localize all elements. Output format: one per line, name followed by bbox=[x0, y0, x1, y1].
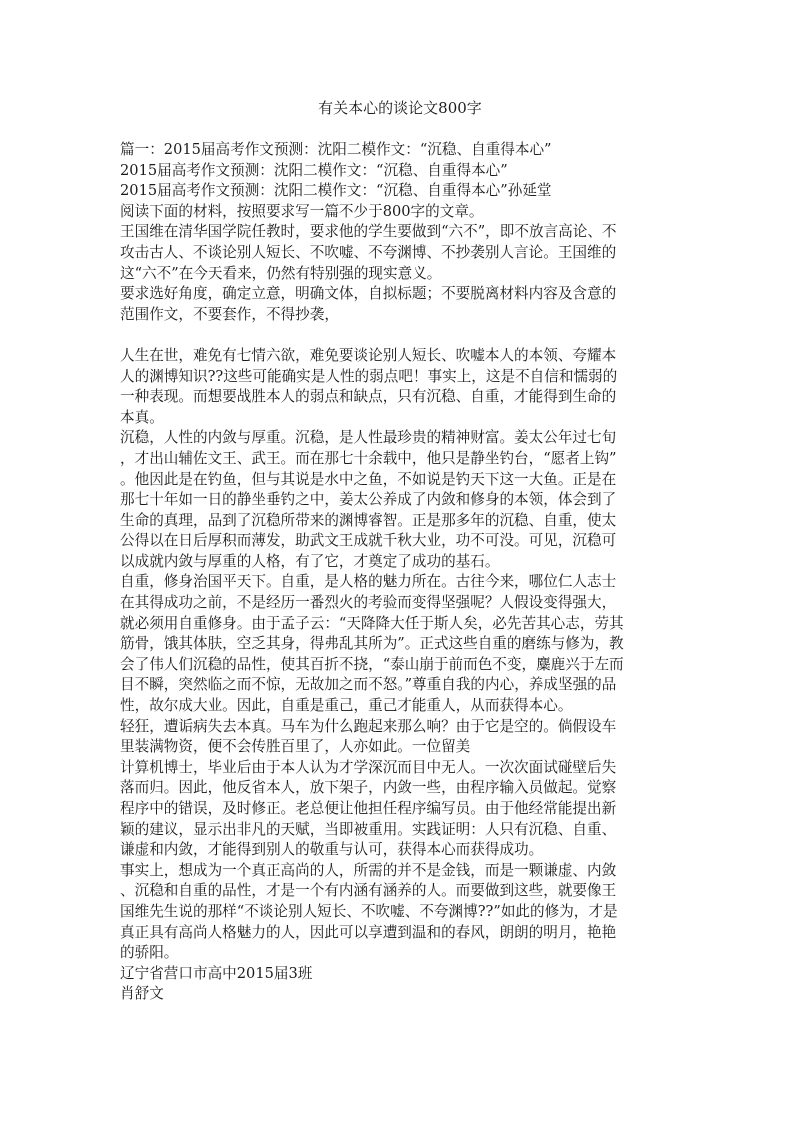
text-line: 阅读下面的材料，按照要求写一篇不少于800字的文章。 bbox=[120, 202, 484, 220]
text-line: 要求选好角度，确定立意，明确文体，自拟标题；不要脱离材料内容及含意的 bbox=[120, 285, 617, 303]
text-line: ，才出山辅佐文王、武王。而在那七十余载中，他只是静坐钓台，“愿者上钩” bbox=[120, 449, 617, 467]
text-line: 事实上，想成为一个真正高尚的人，所需的并不是金钱，而是一颗谦虚、内敛 bbox=[120, 861, 617, 879]
text-line: 的骄阳。 bbox=[120, 944, 179, 962]
author-line: 肖舒文 bbox=[120, 985, 164, 1003]
text-line: 生命的真理，品到了沉稳所带来的渊博睿智。正是那多年的沉稳、自重，使太 bbox=[120, 511, 617, 529]
text-line: 。他因此是在钓鱼，但与其说是水中之鱼，不如说是钓天下这一大鱼。正是在 bbox=[120, 470, 617, 488]
text-line: 会了伟人们沉稳的品性，使其百折不挠，“泰山崩于前而色不变，麋鹿兴于左而 bbox=[120, 655, 624, 673]
text-line: 以成就内敛与厚重的人格，有了它，才奠定了成功的基石。 bbox=[120, 552, 500, 570]
text-line: 里装满物资，便不会传胜百里了，人亦如此。一位留美 bbox=[120, 738, 471, 756]
text-line: 国维先生说的那样“不谈论别人短长、不吹嘘、不夸渊博??”如此的修为，才是 bbox=[120, 902, 618, 920]
school-line: 辽宁省营口市高中2015届3班 bbox=[120, 964, 313, 982]
text-line: 谦虚和内敛，才能得到别人的敬重与认可，获得本心而获得成功。 bbox=[120, 841, 544, 859]
document-title: 有关本心的谈论文800字 bbox=[318, 99, 482, 117]
text-line: 本真。 bbox=[120, 408, 164, 426]
text-line: 筋骨，饿其体肤，空乏其身，得弗乱其所为”。正式这些自重的磨练与修为，教 bbox=[120, 635, 624, 653]
text-line: 真正具有高尚人格魅力的人，因此可以享遭到温和的春风，朗朗的明月，艳艳 bbox=[120, 923, 617, 941]
text-line: 程序中的错误，及时修正。老总便让他担任程序编写员。由于他经常能提出新 bbox=[120, 800, 617, 817]
text-line: 范围作文，不要套作，不得抄袭， bbox=[120, 305, 339, 323]
text-line: 、沉稳和自重的品性，才是一个有内涵有涵养的人。而要做到这些，就要像王 bbox=[120, 882, 617, 900]
text-line: 就必须用自重修身。由于孟子云：“天降降大任于斯人矣，必先苦其心志，劳其 bbox=[120, 614, 624, 632]
text-line: 篇一：2015届高考作文预测：沈阳二模作文：“沉稳、自重得本心” bbox=[120, 141, 552, 158]
text-line: 公得以在日后厚积而薄发，助武文王成就千秋大业，功不可没。可见，沉稳可 bbox=[120, 532, 617, 550]
intro-section bbox=[120, 140, 680, 325]
text-line: 王国维在清华国学院任教时，要求他的学生要做到“六不”，即不放言高论、不 bbox=[120, 223, 617, 241]
text-line: 人生在世，难免有七情六欲，难免要谈论别人短长、吹嘘本人的本领、夸耀本 bbox=[120, 346, 617, 364]
text-line: 一种表现。而想要战胜本人的弱点和缺点，只有沉稳、自重，才能得到生命的 bbox=[120, 388, 617, 406]
text-line: 沉稳，人性的内敛与厚重。沉稳，是人性最珍贵的精神财富。姜太公年过七旬 bbox=[120, 429, 617, 447]
text-line: 落而归。因此，他反省本人，放下架子，内敛一些，由程序输入员做起。觉察 bbox=[120, 779, 617, 797]
text-line: 2015届高考作文预测：沈阳二模作文：“沉稳、自重得本心” bbox=[120, 161, 508, 179]
text-line: 目不瞬，突然临之而不惊，无故加之而不怒。”尊重自我的内心，养成坚强的品 bbox=[120, 676, 617, 694]
blank-line bbox=[120, 325, 680, 346]
text-line: 人的渊博知识??这些可能确实是人性的弱点吧！事实上，这是不自信和懦弱的 bbox=[120, 367, 618, 385]
text-line: 性，故尔成大业。因此，自重是重己，重己才能重人，从而获得本心。 bbox=[120, 697, 573, 715]
text-line: 攻击古人、不谈论别人短长、不吹嘘、不夸渊博、不抄袭别人言论。王国维的 bbox=[120, 243, 617, 261]
text-line: 自重，修身治国平天下。自重，是人格的魅力所在。古往今来，哪位仁人志士 bbox=[120, 573, 617, 591]
text-line: 这“六不”在今天看来，仍然有特别强的现实意义。 bbox=[120, 264, 442, 282]
text-line: 2015届高考作文预测：沈阳二模作文：“沉稳、自重得本心”孙延堂 bbox=[120, 182, 552, 200]
text-line: 计算机博士，毕业后由于本人认为才学深沉而目中无人。一次次面试碰壁后失 bbox=[120, 758, 617, 776]
document-body bbox=[120, 140, 680, 1005]
text-line: 颖的建议，显示出非凡的天赋，当即被重用。实践证明：人只有沉稳、自重、 bbox=[120, 820, 617, 838]
essay-section bbox=[120, 346, 680, 1005]
text-line: 在其得成功之前，不是经历一番烈火的考验而变得坚强呢？人假设变得强大， bbox=[120, 594, 617, 612]
text-line: 那七十年如一日的静坐垂钓之中，姜太公养成了内敛和修身的本领，体会到了 bbox=[120, 491, 617, 509]
text-line: 轻狂，遭诟病失去本真。马车为什么跑起来那么响？由于它是空的。倘假设车 bbox=[120, 717, 617, 735]
